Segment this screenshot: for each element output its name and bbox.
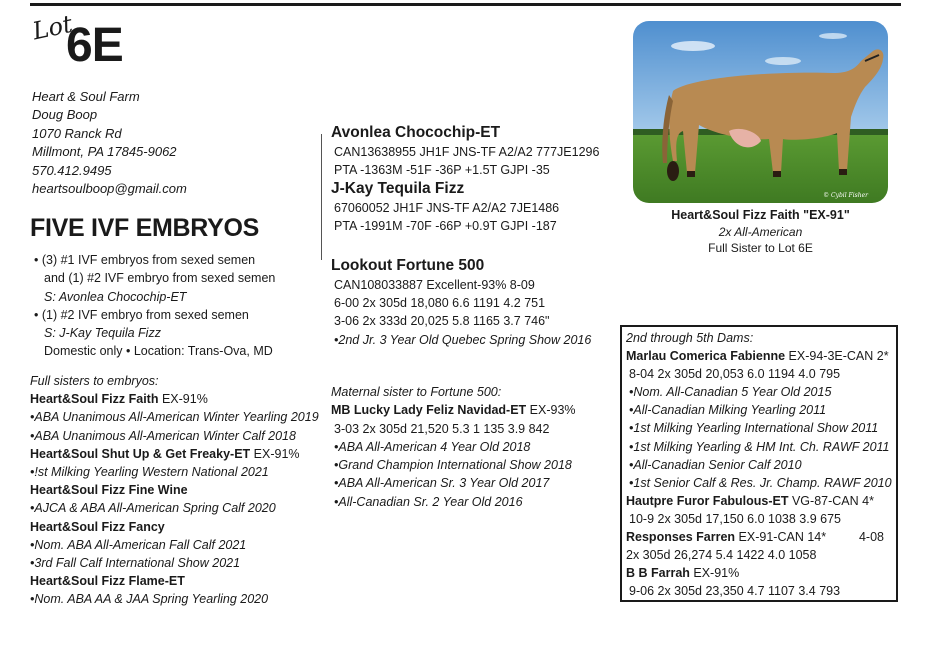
cow-photo bbox=[633, 21, 888, 203]
dam-name: Hautpre Furor Fabulous-ET bbox=[626, 493, 789, 508]
owner-name: Doug Boop bbox=[32, 107, 98, 123]
full-sisters bbox=[30, 372, 319, 609]
maternal-record: 3-03 2x 305d 21,520 5.3 1 135 3.9 842 bbox=[334, 421, 550, 436]
dam-score: EX-91-CAN 14* bbox=[735, 530, 827, 545]
dams-box bbox=[620, 325, 898, 602]
dam-note: •1st Milking Yearling International Show 2011 bbox=[629, 421, 879, 436]
street-address: 1070 Ranck Rd bbox=[32, 125, 122, 141]
dam-entry bbox=[626, 347, 896, 365]
sister-score: EX-91% bbox=[250, 446, 300, 461]
sire-name: Avonlea Chocochip-ET bbox=[331, 124, 501, 141]
sister-name: Heart&Soul Fizz Fancy bbox=[30, 519, 165, 534]
lot-number: 6E bbox=[66, 19, 123, 72]
dam-name: Responses Farren bbox=[626, 530, 736, 545]
maternal-entry bbox=[331, 401, 576, 419]
fortune-id: CAN108033887 Excellent-93% 8-09 bbox=[334, 278, 535, 292]
sister-entry bbox=[30, 518, 319, 536]
sister-note: •Nom. ABA All-American Fall Calf 2021 bbox=[30, 537, 247, 552]
offering-location: Domestic only • Location: Trans-Ova, MD bbox=[44, 344, 273, 359]
maternal-name: MB Lucky Lady Feliz Navidad-ET bbox=[331, 403, 527, 418]
sister-entry bbox=[30, 390, 319, 408]
dam-record: 8-04 2x 305d 20,053 6.0 1194 4.0 795 bbox=[629, 367, 841, 382]
offering-line: and (1) #2 IVF embryo from sexed semen bbox=[44, 271, 276, 286]
dam-note: •All-Canadian Milking Yearling 2011 bbox=[629, 403, 827, 418]
sister-entry bbox=[30, 445, 319, 463]
offering-details bbox=[34, 251, 275, 361]
sire-pta: PTA -1363M -51F -36P +1.5T GJPI -35 bbox=[334, 163, 550, 177]
sires-block bbox=[331, 123, 599, 235]
sister-note: •!st Milking Yearling Western National 2021 bbox=[30, 465, 269, 480]
sister-name: Heart&Soul Shut Up & Get Freaky-ET bbox=[30, 446, 251, 461]
sister-entry bbox=[30, 572, 319, 590]
top-rule bbox=[30, 3, 901, 6]
farm-name: Heart & Soul Farm bbox=[32, 89, 140, 104]
maternal-note: •Grand Champion International Show 2018 bbox=[334, 458, 572, 473]
sister-name: Heart&Soul Fizz Fine Wine bbox=[30, 483, 188, 498]
dam-entry bbox=[626, 564, 896, 582]
fortune-note: •2nd Jr. 3 Year Old Quebec Spring Show 2016 bbox=[334, 332, 592, 347]
sister-name: Heart&Soul Fizz Faith bbox=[30, 392, 159, 407]
dam-entry bbox=[626, 528, 896, 546]
photo-caption bbox=[633, 207, 888, 257]
dam-note: •All-Canadian Senior Calf 2010 bbox=[629, 457, 802, 472]
photo-subtitle: 2x All-American bbox=[718, 224, 803, 239]
phone-number: 570.412.9495 bbox=[32, 162, 112, 178]
offering-line: • (3) #1 IVF embryos from sexed semen bbox=[34, 253, 256, 267]
dam-note: •1st Milking Yearling & HM Int. Ch. RAWF 2011 bbox=[629, 439, 890, 454]
contact-block bbox=[32, 88, 187, 198]
fortune-record: 6-00 2x 305d 18,080 6.6 1191 4.2 751 bbox=[334, 296, 546, 311]
sire-pta: PTA -1991M -70F -66P +0.9T GJPI -187 bbox=[334, 219, 557, 233]
dam-date: 4-08 bbox=[858, 530, 884, 545]
maternal-sister-block bbox=[331, 383, 576, 511]
maternal-note: •ABA All-American Sr. 3 Year Old 2017 bbox=[334, 476, 550, 491]
sister-entry bbox=[30, 481, 319, 499]
offering-line: • (1) #2 IVF embryo from sexed semen bbox=[34, 307, 249, 322]
sister-note: •ABA Unanimous All-American Winter Yearling 2019 bbox=[30, 410, 319, 425]
photo-relation: Full Sister to Lot 6E bbox=[708, 241, 813, 255]
dam-record: 10-9 2x 305d 17,150 6.0 1038 3.9 675 bbox=[629, 511, 841, 526]
sister-name: Heart&Soul Fizz Flame-ET bbox=[30, 574, 185, 589]
sister-note: •3rd Fall Calf International Show 2021 bbox=[30, 556, 241, 571]
dam-note: •1st Senior Calf & Res. Jr. Champ. RAWF 2010 bbox=[629, 475, 892, 490]
fortune-name: Lookout Fortune 500 bbox=[331, 257, 485, 274]
sister-score: EX-91% bbox=[158, 392, 208, 407]
column-divider bbox=[321, 134, 322, 260]
dam-score: VG-87-CAN 4* bbox=[788, 493, 874, 508]
maternal-heading: Maternal sister to Fortune 500: bbox=[331, 385, 502, 399]
dam-name: B B Farrah bbox=[626, 566, 690, 581]
sire-name: J-Kay Tequila Fizz bbox=[331, 180, 465, 197]
dam-entry bbox=[626, 492, 896, 510]
maternal-score: EX-93% bbox=[526, 403, 576, 418]
sister-note: •Nom. ABA AA & JAA Spring Yearling 2020 bbox=[30, 592, 269, 607]
sisters-heading: Full sisters to embryos: bbox=[30, 374, 159, 388]
maternal-note: •ABA All-American 4 Year Old 2018 bbox=[334, 439, 531, 454]
email-address: heartsoulboop@gmail.com bbox=[32, 181, 187, 197]
city-address: Millmont, PA 17845-9062 bbox=[32, 144, 177, 160]
sire-id: 67060052 JH1F JNS-TF A2/A2 7JE1486 bbox=[334, 201, 560, 215]
dams-heading: 2nd through 5th Dams: bbox=[626, 331, 754, 345]
photo-title: Heart&Soul Fizz Faith "EX-91" bbox=[671, 208, 850, 222]
dam-record: 9-06 2x 305d 23,350 4.7 1107 3.4 793 bbox=[629, 584, 841, 599]
fortune-record: 3-06 2x 333d 20,025 5.8 1165 3.7 746" bbox=[334, 314, 550, 329]
sister-note: •AJCA & ABA All-American Spring Calf 2020 bbox=[30, 501, 276, 516]
offering-sire: S: J-Kay Tequila Fizz bbox=[44, 326, 161, 341]
fortune-block bbox=[331, 256, 591, 349]
sister-note: •ABA Unanimous All-American Winter Calf 2018 bbox=[30, 428, 296, 443]
photo-watermark: © Cybil Fisher bbox=[823, 192, 868, 199]
dam-score: EX-91% bbox=[689, 566, 740, 581]
sire-id: CAN13638955 JH1F JNS-TF A2/A2 777JE1296 bbox=[334, 145, 600, 159]
cow-illustration bbox=[633, 21, 888, 203]
offering-sire: S: Avonlea Chocochip-ET bbox=[44, 289, 187, 304]
dam-name: Marlau Comerica Fabienne bbox=[626, 349, 786, 364]
dam-score: EX-94-3E-CAN 2* bbox=[785, 349, 889, 364]
dam-note: •Nom. All-Canadian 5 Year Old 2015 bbox=[629, 385, 832, 400]
offering-title: FIVE IVF EMBRYOS bbox=[30, 214, 260, 242]
dam-record: 2x 305d 26,274 5.4 1422 4.0 1058 bbox=[626, 548, 817, 563]
lot-word: Lot bbox=[30, 9, 75, 46]
maternal-note: •All-Canadian Sr. 2 Year Old 2016 bbox=[334, 494, 523, 509]
